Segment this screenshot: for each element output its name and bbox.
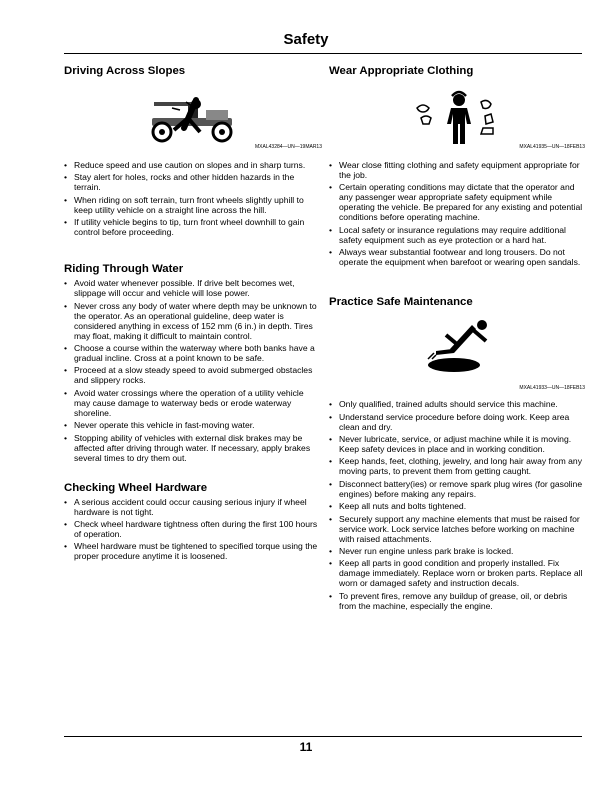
clothing-list	[329, 160, 585, 267]
clothing-figure	[329, 78, 585, 150]
list-item: • Never operate this vehicle in fast-moving water.	[64, 420, 322, 430]
section-heading-wheel: Checking Wheel Hardware	[64, 481, 208, 494]
figure-code: MXAL41933—UN—18FEB13	[519, 385, 585, 392]
utility-vehicle-tipping-illustration	[144, 94, 244, 144]
list-item: • Keep hands, feet, clothing, jewelry, and long hair away from any moving parts, to prevent them from getting caught.	[329, 456, 585, 476]
footer-rule	[64, 736, 582, 737]
list-item: • Certain operating conditions may dictate that the operator and any passenger wear appropriate safety equipment while operating the vehicle. Be prepared for any existing and potential conditions before operating machine.	[329, 182, 585, 222]
list-item: • Avoid water crossings where the operation of a utility vehicle may cause damage to waterway beds or erode waterway shoreline.	[64, 388, 322, 418]
page-title: Safety	[283, 31, 329, 48]
list-item: • Choose a course within the waterway where both banks have a gradual incline. Cross at a point known to be safe.	[64, 343, 322, 363]
list-item: • Wear close fitting clothing and safety equipment appropriate for the job.	[329, 160, 585, 180]
list-item: • Keep all nuts and bolts tightened.	[329, 501, 585, 511]
list-item: • Stopping ability of vehicles with external disk brakes may be affected after driving through water. If necessary, apply brakes several times to dry them out.	[64, 433, 322, 463]
list-item: • Stay alert for holes, rocks and other hidden hazards in the terrain.	[64, 172, 322, 192]
section-heading-water: Riding Through Water	[64, 263, 184, 276]
list-item: • Never lubricate, service, or adjust machine while it is moving. Keep safety devices in place and in working condition.	[329, 434, 585, 454]
maintenance-figure	[329, 309, 585, 391]
list-item: • Never run engine unless park brake is locked.	[329, 546, 585, 556]
list-item: • Reduce speed and use caution on slopes and in sharp turns.	[64, 160, 322, 170]
left-column	[64, 64, 322, 564]
list-item: • Proceed at a slow steady speed to avoid submerged obstacles and slippery rocks.	[64, 365, 322, 385]
list-item: • Securely support any machine elements that must be raised for service work. Lock service latches before working on machine with raised attachments.	[329, 514, 585, 544]
list-item: • Understand service procedure before doing work. Keep area clean and dry.	[329, 412, 585, 432]
list-item: • Only qualified, trained adults should service this machine.	[329, 399, 585, 409]
list-item: • Always wear substantial footwear and long trousers. Do not operate the equipment when barefoot or wearing open sandals.	[329, 247, 585, 267]
list-item: • Local safety or insurance regulations may require additional safety equipment such as eye protection or a hard hat.	[329, 225, 585, 245]
list-item: • To prevent fires, remove any buildup of grease, oil, or debris from the machine, especially the engine.	[329, 591, 585, 611]
section-heading-slopes: Driving Across Slopes	[64, 65, 186, 77]
water-list	[64, 278, 322, 462]
list-item: • If utility vehicle begins to tip, turn front wheel downhill to gain control before proceeding.	[64, 217, 322, 237]
list-item: • Keep all parts in good condition and properly installed. Fix damage immediately. Replace worn or broken parts. Replace all worn or damaged safety and instruction decals.	[329, 558, 585, 588]
list-item: • When riding on soft terrain, turn front wheels slightly uphill to keep utility vehicle on a straight line across the hill.	[64, 195, 322, 215]
section-heading-clothing: Wear Appropriate Clothing	[329, 65, 474, 77]
figure-code: MXAL43284—UN—19MAR13	[255, 144, 322, 150]
maintenance-list	[329, 399, 585, 611]
wheel-list	[64, 497, 322, 562]
list-item: • A serious accident could occur causing serious injury if wheel hardware is not tight.	[64, 497, 322, 517]
list-item: • Check wheel hardware tightness often during the first 100 hours of operation.	[64, 519, 322, 539]
slipping-person-illustration	[424, 315, 494, 375]
list-item: • Wheel hardware must be tightened to specified torque using the proper procedure anytime it is loosened.	[64, 541, 322, 561]
right-column	[329, 64, 585, 613]
header-rule	[64, 53, 582, 54]
list-item: • Never cross any body of water where depth may be unknown to the operator. As an operational guideline, deep water is considered anything in excess of 152 mm (6 in.) in depth. Tires may float, making it difficult to maintain control.	[64, 301, 322, 341]
slopes-list	[64, 160, 322, 237]
section-heading-maintenance: Practice Safe Maintenance	[329, 296, 473, 309]
list-item: • Avoid water whenever possible. If drive belt becomes wet, slippage will occur and vehicle will lose power.	[64, 278, 322, 298]
protective-clothing-illustration	[415, 88, 505, 144]
list-item: • Disconnect battery(ies) or remove spark plug wires (for gasoline engines) before making any repairs.	[329, 479, 585, 499]
figure-code: MXAL41935—UN—18FEB13	[519, 144, 585, 150]
page-number: 11	[299, 740, 313, 754]
slopes-figure	[64, 78, 322, 150]
